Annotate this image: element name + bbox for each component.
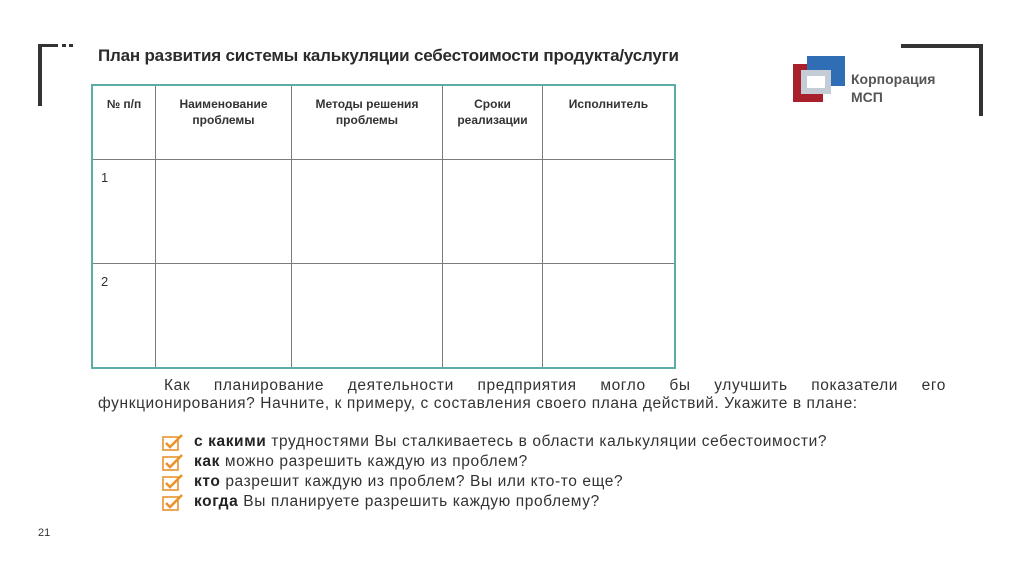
list-item [160,493,950,511]
corner-dot [62,44,66,47]
logo-line1: Корпорация [851,71,936,87]
logo-text [851,70,935,106]
checklist [160,433,950,513]
checklist-keyword: кто [194,473,221,490]
checkbox-checked-icon [162,494,184,511]
cell-deadline [443,160,543,264]
checkbox-checked-icon [162,454,184,471]
header-number: № п/п [92,85,156,160]
checkbox-checked-icon [162,474,184,491]
logo [793,54,953,114]
corner-dot [69,44,73,47]
cell-executor [543,263,676,368]
list-item [160,473,950,491]
cell-methods [292,263,443,368]
checklist-text: разрешит каждую из проблем? Вы или кто-то еще? [220,473,624,490]
checklist-text: можно разрешить каждую из проблем? [219,453,528,470]
list-item [160,453,950,471]
page-title: План развития системы калькуляции себестоимости продукта/услуги [98,46,679,65]
logo-mark-icon [793,56,845,108]
cell-executor [543,160,676,264]
checklist-keyword: с какими [194,433,267,450]
corner-bracket-top-left [38,44,42,106]
corner-bracket-top-right [901,44,981,48]
table-row [92,263,675,368]
cell-problem [156,160,292,264]
list-item [160,433,950,451]
cell-problem [156,263,292,368]
logo-line2: МСП [851,89,883,105]
header-deadline: Сроки реализации [443,85,543,160]
checklist-keyword: когда [194,493,239,510]
cell-methods [292,160,443,264]
checklist-keyword: как [194,453,220,470]
checkbox-checked-icon [162,434,184,451]
checklist-text: трудностями Вы сталкиваетесь в области калькуляции себестоимости? [266,433,828,450]
header-problem: Наименование проблемы [156,85,292,160]
plan-table [91,84,676,369]
header-executor: Исполнитель [543,85,676,160]
instruction-paragraph [98,377,946,413]
cell-number: 1 [92,160,156,264]
checklist-text: Вы планируете разрешить каждую проблему? [238,493,600,510]
corner-bracket-top-left-bar [38,44,58,47]
header-methods: Методы решения проблемы [292,85,443,160]
page-number: 21 [38,527,51,539]
table-header-row [92,85,675,160]
cell-deadline [443,263,543,368]
paragraph-text: Как планирование деятельности предприятия могло бы улучшить показатели его функционирования? Начните, к примеру, с составления своего плана действий. Укажите в плане: [98,377,946,412]
corner-bracket-top-right-vertical [979,44,983,116]
table-row [92,160,675,264]
cell-number: 2 [92,263,156,368]
